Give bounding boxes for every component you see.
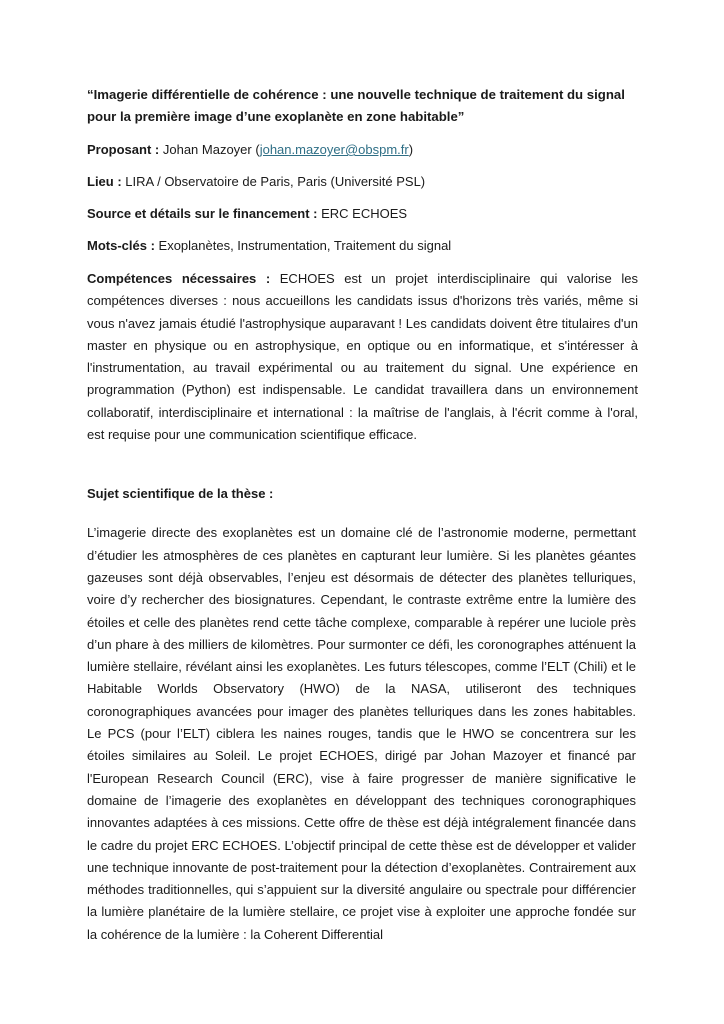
document-title: “Imagerie différentielle de cohérence : une nouvelle technique de traitement du signal pour la première image d’une exoplanète en zone habitable”: [87, 87, 625, 124]
competences-label: Compétences nécessaires :: [87, 271, 271, 286]
proposant-name: Johan Mazoyer: [162, 142, 252, 157]
sujet-paragraph: L’imagerie directe des exoplanètes est un domaine clé de l’astronomie moderne, permettant d’étudier les atmosphères de ces planètes en capturant leur lumière. Si les planètes géantes gazeuses sont déjà observables, l’enjeu est désormais de détecter des planètes telluriques, voire d’y rechercher des biosignatures. Cependant, le contraste extrême entre la lumière des étoiles et celle des planètes rend cette tâche complexe, comparable à repérer une luciole près d’un phare à des milliers de kilomètres. Pour surmonter ce défi, les coronographes atténuent la lumière stellaire, révélant ainsi les exoplanètes. Les futurs télescopes, comme l’ELT (Chili) et le Habitable Worlds Observatory (HWO) de la NASA, utiliseront des techniques coronographiques avancées pour imager des planètes telluriques dans les zones habitables. Le PCS (pour l’ELT) ciblera les naines rouges, tandis que le HWO se concentrera sur les étoiles similaires au Soleil. Le projet ECHOES, dirigé par Johan Mazoyer et financé par l'European Research Council (ERC), vise à faire progresser de manière significative le domaine de l’imagerie des exoplanètes en développant des techniques coronographiques innovantes adaptées à ces missions. Cette offre de thèse est déjà intégralement financée dans le cadre du projet ERC ECHOES. L’objectif principal de cette thèse est de développer et valider une technique innovante de post-traitement pour la détection d’exoplanètes. Contrairement aux méthodes traditionnelles, qui s’appuient sur la diversité angulaire ou spectrale pour différencier la lumière planétaire de la lumière stellaire, ce projet vise à exploiter une approche fondée sur la cohérence de la lumière : la Coherent Differential: [87, 525, 636, 942]
proposant-open-paren: (: [251, 142, 260, 157]
mots-cles-label: Mots-clés :: [87, 238, 155, 253]
financement-value: ERC ECHOES: [321, 206, 408, 221]
lieu-line: [87, 172, 638, 192]
competences-text: ECHOES est un projet interdisciplinaire qui valorise les compétences diverses : nous accueillons les candidats issus d'horizons très variés, même si vous n'avez jamais étudié l'astrophysique auparavant ! Les candidats doivent être titulaires d'un master en physique ou en astrophysique, en optique ou en informatique, et s'intéresser à l'instrumentation, au travail expérimental ou au traitement du signal. Une expérience en programmation (Python) est indispensable. Le candidat travaillera dans un environnement collaboratif, interdisciplinaire et international : la maîtrise de l'anglais, à l'écrit comme à l'oral, est requise pour une communication scientifique efficace.: [87, 271, 638, 443]
proposant-email-link[interactable]: johan.mazoyer@obspm.fr: [259, 142, 409, 157]
financement-line: [87, 204, 638, 224]
proposant-label: Proposant :: [87, 142, 160, 157]
lieu-value: LIRA / Observatoire de Paris, Paris (Université PSL): [125, 174, 426, 189]
financement-label: Source et détails sur le financement :: [87, 206, 318, 221]
competences-paragraph: [87, 268, 638, 446]
lieu-label: Lieu :: [87, 174, 122, 189]
sujet-heading: Sujet scientifique de la thèse :: [87, 486, 274, 502]
proposant-close-paren: ): [408, 142, 414, 157]
proposant-line: [87, 140, 638, 160]
mots-cles-line: [87, 236, 638, 256]
mots-cles-value: Exoplanètes, Instrumentation, Traitement du signal: [158, 238, 452, 253]
